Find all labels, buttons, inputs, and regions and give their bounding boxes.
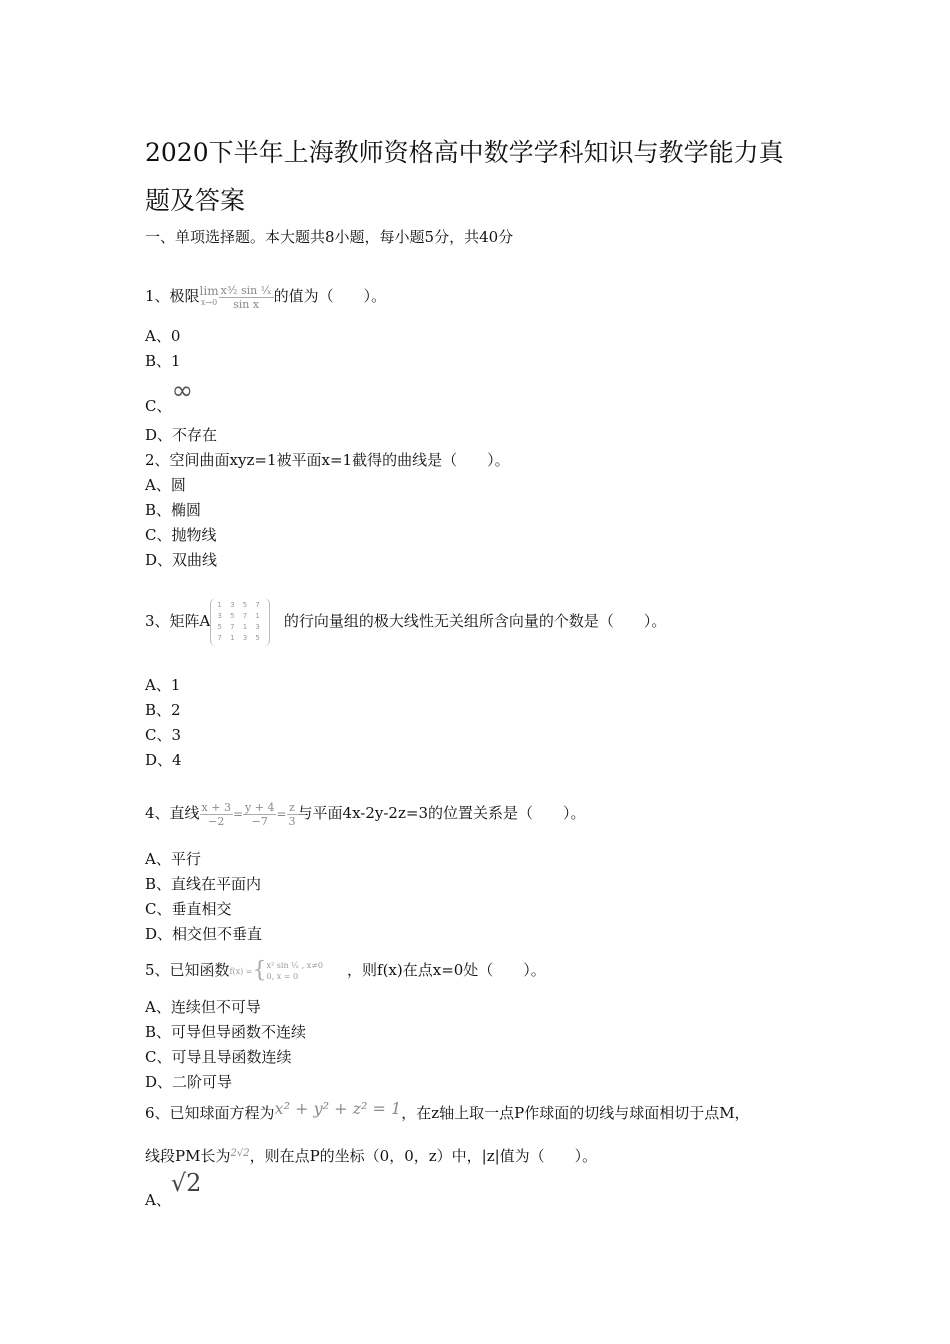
sphere-equation: x² + y² + z² = 1 (274, 1099, 402, 1118)
line-fraction-z (287, 801, 298, 828)
document-title-line-2: 题及答案 (145, 186, 246, 215)
question-3-suffix: 的行向量组的极大线性无关组所含向量的个数是（ ）。 (283, 612, 667, 630)
question-3 (145, 598, 666, 646)
question-1-option-d: D、不存在 (145, 426, 218, 444)
limit-label: lim (199, 284, 219, 298)
question-5-option-d: D、二阶可导 (145, 1073, 233, 1091)
question-1-option-a: A、0 (145, 327, 181, 345)
limit-operator (200, 285, 219, 309)
question-4-prefix: 4、直线 (145, 804, 200, 822)
line-fraction-x (200, 801, 233, 828)
question-3-prefix: 3、矩阵A (145, 612, 211, 630)
question-1-option-c-label: C、 (145, 397, 172, 415)
question-2-option-b: B、椭圆 (145, 501, 202, 519)
limit-fraction (219, 284, 274, 311)
question-1-prefix: 1、极限 (145, 287, 200, 305)
fraction-numerator: x + 3 (201, 800, 231, 814)
question-6-line-2-suffix: ，则在点P的坐标（0，0，z）中，|z|值为（ ）。 (249, 1147, 598, 1165)
question-1-option-c (145, 376, 194, 415)
question-3-option-a: A、1 (145, 676, 181, 694)
question-2: 2、空间曲面xyz=1被平面x=1截得的曲线是（ ）。 (145, 451, 510, 469)
question-6-line-2-prefix: 线段PM长为 (145, 1147, 231, 1165)
question-5-suffix: ，则f(x)在点x=0处（ ）。 (347, 961, 546, 979)
limit-subscript: x→0 (200, 298, 218, 307)
question-6-option-a-label: A、 (145, 1191, 171, 1209)
sqrt-two-symbol: √2 (170, 1169, 202, 1197)
piecewise-case-1: x² sin ¹⁄ₓ , x≠0 (266, 961, 324, 970)
fraction-denominator: −2 (208, 814, 225, 828)
question-2-option-d: D、双曲线 (145, 551, 218, 569)
matrix-a (210, 598, 270, 646)
question-4-option-c: C、垂直相交 (145, 900, 232, 918)
fraction-denominator: −7 (251, 814, 268, 828)
limit-numerator: x³⁄₂ sin ¹⁄ₓ (220, 283, 272, 297)
equals-sign: = (276, 807, 287, 821)
section-heading: 一、单项选择题。本大题共8小题，每小题5分，共40分 (145, 228, 514, 246)
question-1-option-b: B、1 (145, 352, 181, 370)
question-6-suffix: ，在z轴上取一点P作球面的切线与球面相切于点M， (401, 1104, 750, 1122)
limit-denominator: sin x (233, 297, 260, 311)
question-3-option-d: D、4 (145, 751, 182, 769)
fraction-denominator: 3 (288, 814, 296, 828)
question-4 (145, 793, 586, 834)
question-6-line-1 (145, 1098, 750, 1128)
document-title-line-1: 2020下半年上海教师资格高中数学学科知识与教学能力真 (145, 138, 784, 167)
matrix-row: 3 5 7 1 (217, 612, 263, 620)
question-4-option-a: A、平行 (145, 850, 201, 868)
question-6-prefix: 6、已知球面方程为 (145, 1104, 275, 1122)
brace-icon: { (252, 958, 267, 983)
matrix-row: 1 3 5 7 (217, 601, 263, 609)
question-5-option-a: A、连续但不可导 (145, 998, 261, 1016)
question-4-suffix: 与平面4x-2y-2z=3的位置关系是（ ）。 (297, 804, 586, 822)
question-3-option-b: B、2 (145, 701, 181, 719)
fraction-numerator: z (287, 801, 298, 815)
fraction-numerator: y + 4 (245, 800, 275, 814)
infinity-symbol: ∞ (171, 376, 194, 406)
segment-length: 2√2 (230, 1148, 250, 1159)
question-6-option-a (145, 1169, 202, 1209)
function-lhs: f(x) = (229, 966, 253, 976)
question-4-option-d: D、相交但不垂直 (145, 925, 263, 943)
question-5 (145, 950, 546, 990)
line-fraction-y (243, 801, 276, 828)
question-5-prefix: 5、已知函数 (145, 961, 230, 979)
question-1-suffix: 的值为（ ）。 (273, 287, 387, 305)
question-2-option-a: A、圆 (145, 476, 186, 494)
question-3-option-c: C、3 (145, 726, 182, 744)
question-5-option-c: C、可导且导函数连续 (145, 1048, 292, 1066)
question-5-option-b: B、可导但导函数不连续 (145, 1023, 307, 1041)
equals-sign: = (232, 807, 244, 821)
question-2-option-c: C、抛物线 (145, 526, 217, 544)
matrix-row: 5 7 1 3 (217, 623, 263, 631)
matrix-row: 7 1 3 5 (217, 634, 263, 642)
question-6-line-2 (145, 1145, 597, 1170)
piecewise-case-2: 0, x = 0 (266, 972, 299, 981)
question-1 (145, 276, 386, 316)
piecewise-function (230, 960, 323, 982)
question-4-option-b: B、直线在平面内 (145, 875, 262, 893)
